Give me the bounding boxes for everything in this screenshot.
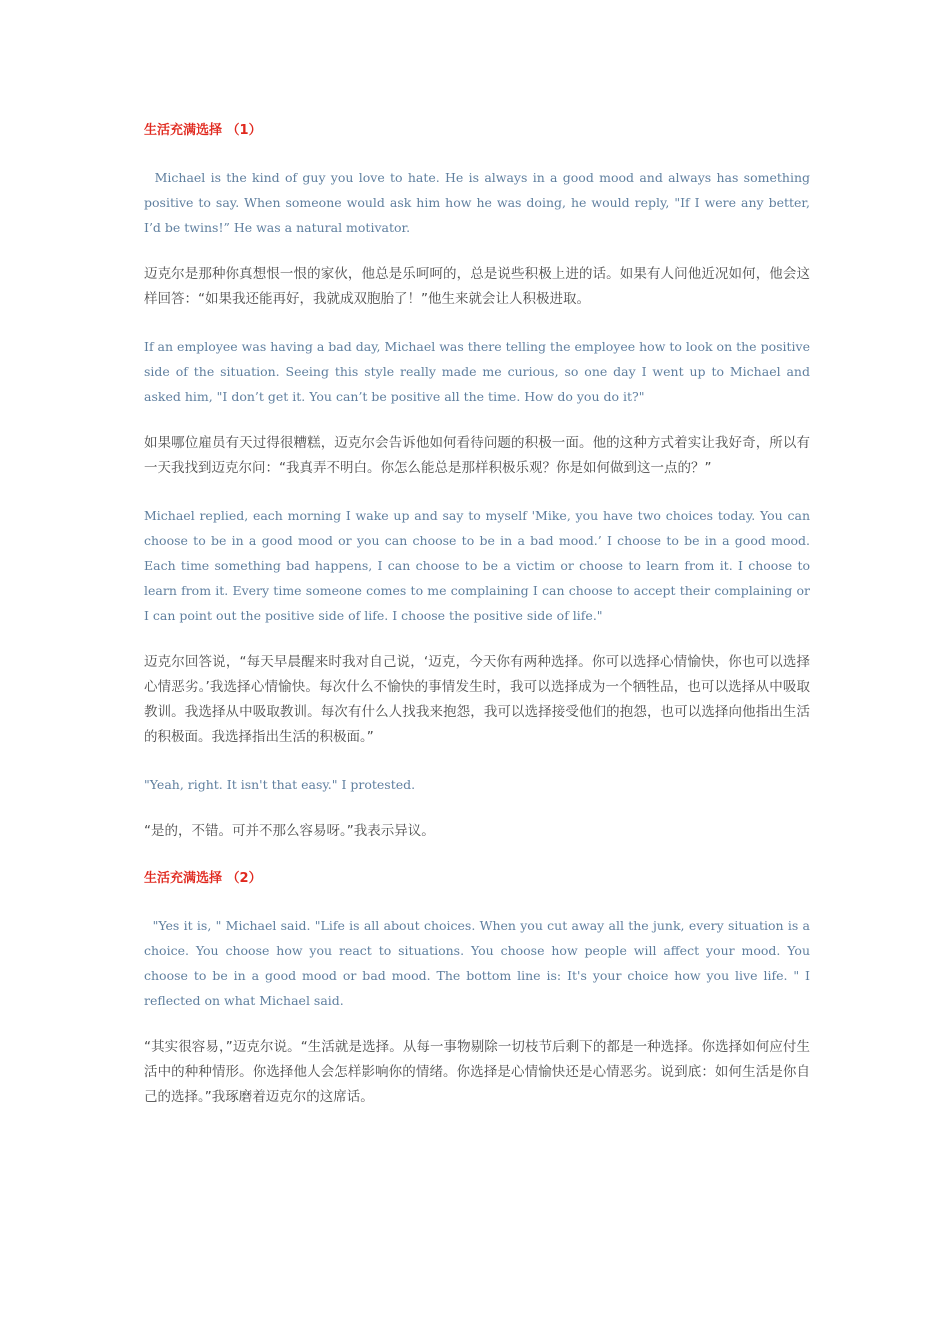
paragraph-en-4: "Yeah, right. It isn't that easy." I protested.	[144, 777, 416, 792]
paragraph-zh-2: 如果哪位雇员有天过得很糟糕，迈克尔会告诉他如何看待问题的积极一面。他的这种方式着实让我好奇，所以有一天我找到迈克尔问：“我真弄不明白。你怎么能总是那样积极乐观？你是如何做到这一点的？”	[144, 435, 810, 476]
paragraph-en-5: "Yes it is, " Michael said. "Life is all about choices. When you cut away all the junk, every situation is a choice. You choose how you react to situations. You choose how people will affect your mood. You choose to be in a good mood or bad mood. The bottom line is: It's your choice how you live life. " I reflected on what Michael said.	[144, 918, 814, 1008]
paragraph-zh-4: “是的，不错。可并不那么容易呀。”我表示异议。	[144, 823, 435, 839]
paragraph-en-1: Michael is the kind of guy you love to hate. He is always in a good mood and always has something positive to say. When someone would ask him how he was doing, he would reply, "If I were any better, I’d be twins!” He was a natural motivator.	[144, 170, 814, 235]
paragraph-zh-3: 迈克尔回答说，“每天早晨醒来时我对自己说，‘迈克，今天你有两种选择。你可以选择心情愉快，你也可以选择心情恶劣。’我选择心情愉快。每次什么不愉快的事情发生时，我可以选择成为一个牺牲品，也可以选择从中吸取教训。我选择从中吸取教训。每次有什么人找我来抱怨，我可以选择接受他们的抱怨，也可以选择向他指出生活的积极面。我选择指出生活的积极面。”	[144, 654, 810, 745]
paragraph-en-2: If an employee was having a bad day, Michael was there telling the employee how to look on the positive side of the situation. Seeing this style really made me curious, so one day I went up to Michael and asked him, "I don’t get it. You can’t be positive all the time. How do you do it?"	[144, 339, 814, 404]
paragraph-zh-1: 迈克尔是那种你真想恨一恨的家伙，他总是乐呵呵的，总是说些积极上进的话。如果有人问他近况如何，他会这样回答：“如果我还能再好，我就成双胞胎了！”他生来就会让人积极进取。	[144, 266, 810, 307]
paragraph-en-3: Michael replied, each morning I wake up and say to myself 'Mike, you have two choices today. You can choose to be in a good mood or you can choose to be in a bad mood.’ I choose to be in a good mood. Each time something bad happens, I can choose to be a victim or choose to learn from it. I choose to learn from it. Every time someone comes to me complaining I can choose to accept their complaining or I can point out the positive side of life. I choose the positive side of life."	[144, 508, 814, 623]
document-body	[144, 118, 814, 1132]
paragraph-zh-5: “其实很容易，”迈克尔说。“生活就是选择。从每一事物剔除一切枝节后剩下的都是一种选择。你选择如何应付生活中的种种情形。你选择他人会怎样影响你的情绪。你选择是心情愉快还是心情恶劣。说到底：如何生活是你自己的选择。”我琢磨着迈克尔的这席话。	[144, 1039, 810, 1105]
section-heading-1: 生活充满选择 （1）	[144, 123, 262, 138]
section-heading-2: 生活充满选择 （2）	[144, 871, 262, 886]
